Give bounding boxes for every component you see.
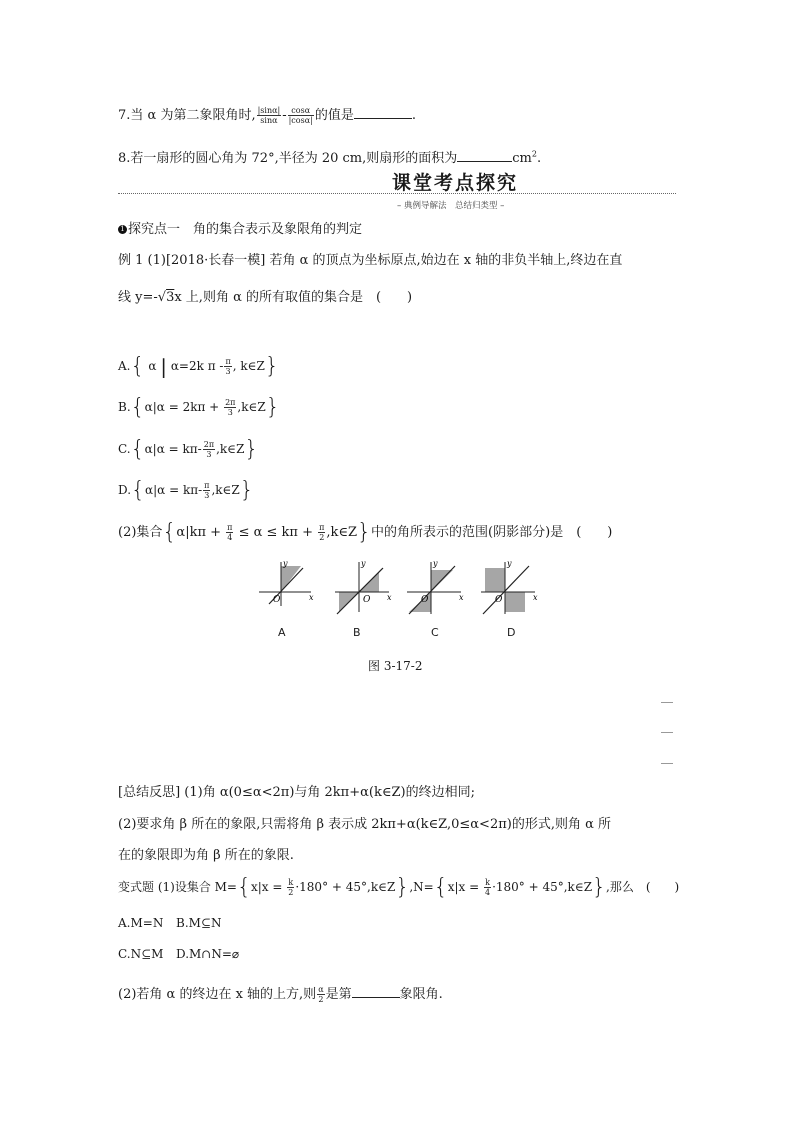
x-axis-label: x — [459, 593, 464, 602]
option-c[interactable]: C.{α|α = kπ- $\frac{2\pi}{3}$ ,k∈Z} — [118, 437, 259, 462]
quadrant-graphs-figure — [255, 556, 545, 616]
fraction-abs-sin-over-sin: $\frac{|\sin\alpha|}{\sin\alpha}$ — [257, 106, 281, 125]
option-a[interactable]: A.{ α | α=2k π - $\frac{\pi}{3}$ , k∈Z} — [118, 354, 279, 379]
example-1-line-1: 例 1 (1)[2018·长春一模] 若角 α 的顶点为坐标原点,始边在 x 轴的非负半轴上,终边在直 — [118, 253, 623, 268]
fraction-cos-over-abs-cos: $\frac{\cos\alpha}{|\cos\alpha|}$ — [288, 106, 313, 125]
q7-suffix: 的值是 — [314, 108, 354, 123]
y-axis-label: y — [283, 559, 288, 568]
x-axis-label: x — [309, 593, 314, 602]
explore-point-heading — [118, 218, 362, 237]
graph-label-a: A — [278, 626, 286, 639]
point-marker-icon: 1 — [118, 225, 127, 234]
summary-line-1: [总结反思] (1)角 α(0≤α<2π)与角 2kπ+α(k∈Z)的终边相同; — [118, 785, 475, 800]
question-7: 7.当 α 为第二象限角时, $\frac{|\sin\alpha|}{\sin\alpha}$ - $\frac{\cos\alpha}{|\cos\alpha|}$ 的值是 . — [118, 106, 416, 125]
graph-b[interactable] — [335, 559, 392, 614]
example-1-line-2: 线 y=-√3x 上,则角 α 的所有取值的集合是 ( ) — [118, 290, 413, 305]
graph-d[interactable] — [481, 559, 538, 614]
graph-label-d: D — [507, 626, 516, 639]
section-divider — [118, 193, 676, 194]
x-axis-label: x — [387, 593, 392, 602]
graph-c[interactable] — [407, 559, 464, 614]
section-title: 课堂考点探究 — [392, 172, 519, 194]
option-d[interactable]: D.{α|α = kπ- $\frac{\pi}{3}$ ,k∈Z} — [118, 478, 254, 503]
summary-line-3: 在的象限即为角 β 所在的象限. — [118, 848, 294, 863]
variant-option-c[interactable]: C.N⊆M — [118, 947, 164, 961]
figure-caption: 图 3-17-2 — [368, 659, 423, 673]
answer-blank[interactable] — [352, 985, 400, 998]
origin-label: O — [421, 595, 429, 605]
shaded-region — [431, 570, 453, 592]
graph-label-b: B — [353, 626, 361, 639]
shaded-region — [505, 592, 525, 612]
graph-label-c: C — [431, 626, 439, 639]
origin-label: O — [273, 595, 281, 605]
q7-prefix: 7.当 α 为第二象限角时, — [118, 108, 256, 123]
x-axis-label: x — [533, 593, 538, 602]
option-b[interactable]: B.{α|α = 2kπ + $\frac{2\pi}{3}$ ,k∈Z} — [118, 395, 280, 420]
section-subtitle: – 典例导解法 总结归类型 – — [397, 201, 505, 211]
variant-option-b[interactable]: B.M⊆N — [176, 916, 222, 930]
answer-blank[interactable] — [457, 149, 512, 162]
margin-dash — [661, 702, 673, 703]
y-axis-label: y — [507, 559, 512, 568]
origin-label: O — [363, 595, 371, 605]
margin-dash — [661, 763, 673, 764]
example-1-part-2: (2)集合{α|kπ + $\frac{\pi}{4}$ ≤ α ≤ kπ + $\frac{\pi}{2}$ ,k∈Z}中的角所表示的范围(阴影部分)是 ( ) — [118, 520, 613, 545]
margin-dash — [661, 732, 673, 733]
variant-question-1: 变式题 (1)设集合 M={x|x = $\frac{k}{2}$ ·180° + 45°,k∈Z},N={x|x = $\frac{k}{4}$ ·180° + 45°,k∈Z},那么 ( ) — [118, 875, 680, 900]
variant-option-d[interactable]: D.M∩N=⌀ — [176, 947, 240, 961]
point-title: 探究点一 角的集合表示及象限角的判定 — [128, 222, 363, 237]
q8-prefix: 8.若一扇形的圆心角为 72°,半径为 20 cm,则扇形的面积为 — [118, 151, 458, 166]
graph-a[interactable] — [259, 559, 314, 606]
summary-line-2: (2)要求角 β 所在的象限,只需将角 β 表示成 2kπ+α(k∈Z,0≤α<2π)的形式,则角 α 所 — [118, 817, 612, 832]
answer-blank[interactable] — [354, 106, 412, 119]
y-axis-label: y — [433, 559, 438, 568]
origin-label: O — [495, 595, 503, 605]
variant-option-a[interactable]: A.M=N — [118, 916, 164, 930]
shaded-region — [485, 568, 505, 592]
question-8: 8.若一扇形的圆心角为 72°,半径为 20 cm,则扇形的面积为 $cm^2$. — [118, 149, 542, 166]
variant-question-2: (2)若角 α 的终边在 x 轴的上方,则 $\frac{\alpha}{2}$ 是第 象限角. — [118, 985, 443, 1004]
y-axis-label: y — [361, 559, 366, 568]
